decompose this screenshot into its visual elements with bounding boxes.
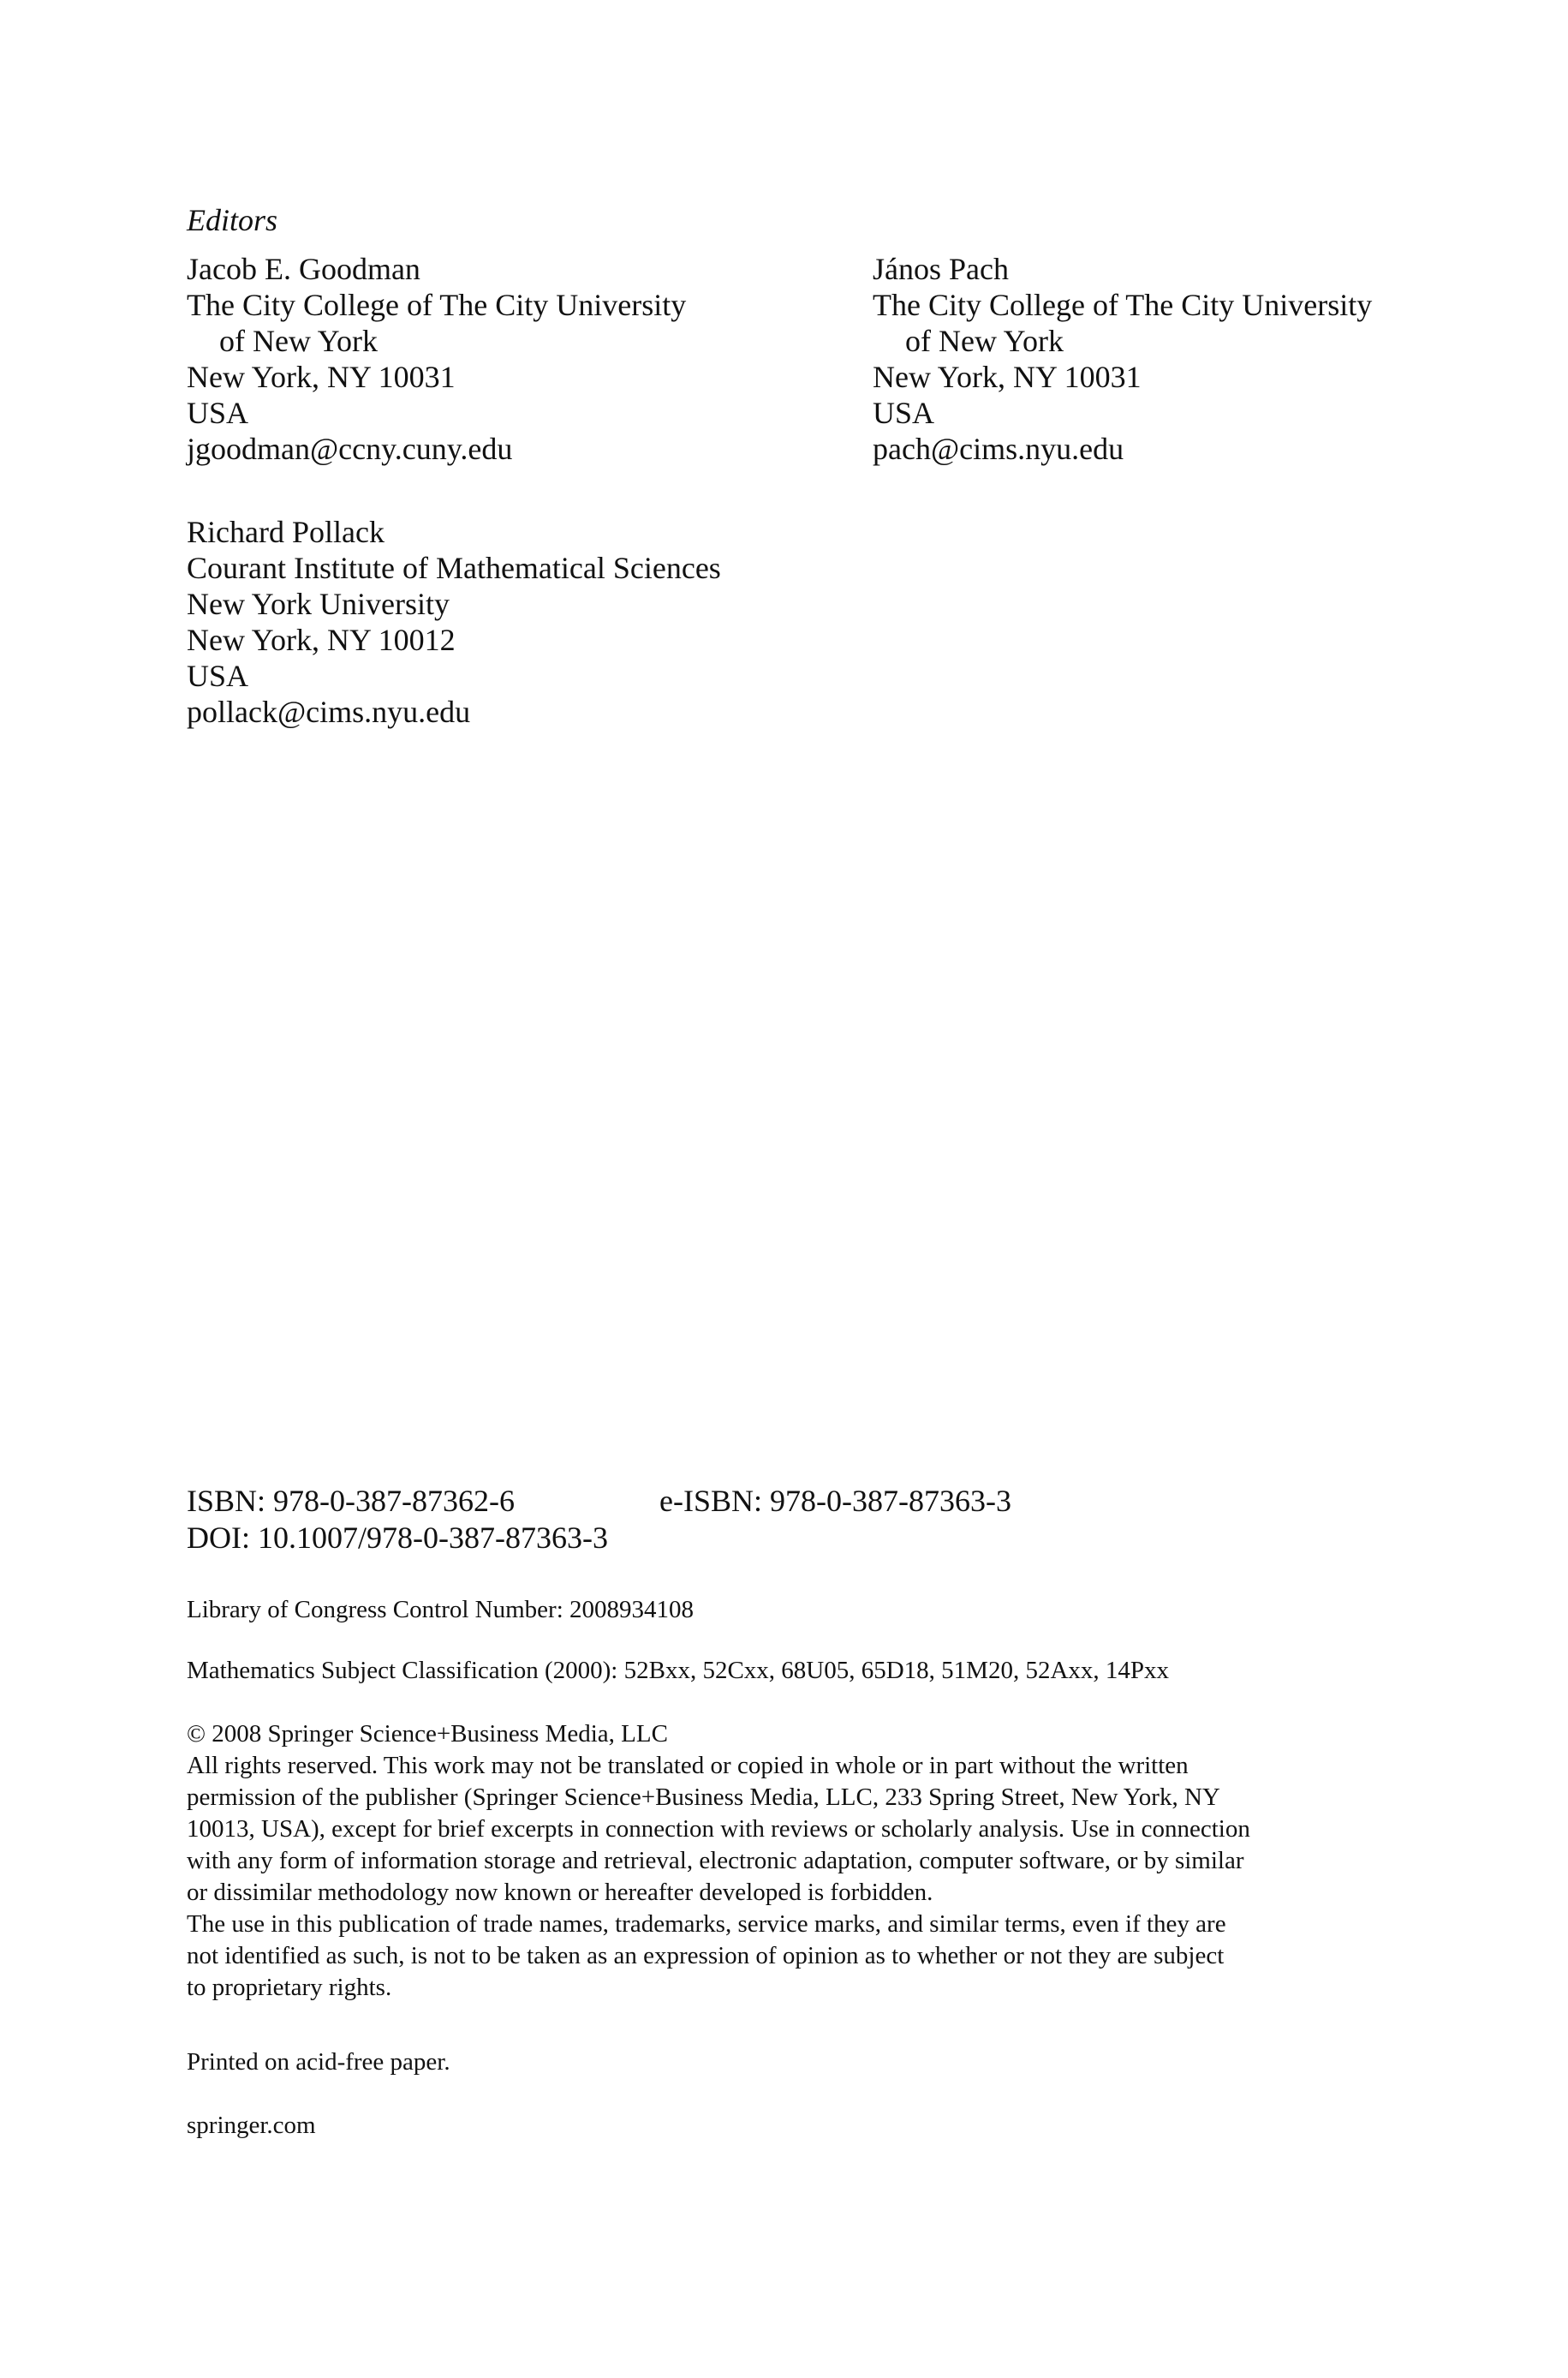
rights-line: All rights reserved. This work may not be translated or copied in whole or in part without the written [187, 1752, 1189, 1779]
isbn: ISBN: 978-0-387-87362-6 [187, 1484, 515, 1518]
editor-email[interactable]: pollack@cims.nyu.edu [187, 695, 471, 729]
editor-city: New York, NY 10031 [187, 360, 456, 394]
editor-name: János Pach [873, 252, 1009, 286]
editor-block-goodman [187, 251, 686, 467]
editor-name: Richard Pollack [187, 515, 385, 549]
lccn: Library of Congress Control Number: 2008934108 [187, 1596, 695, 1623]
trademark-line: not identified as such, is not to be taken as an expression of opinion as to whether or not they are subject [187, 1942, 1225, 1969]
editor-block-pach [873, 251, 1372, 467]
copyright-block [187, 1718, 1399, 2004]
editor-affiliation: Courant Institute of Mathematical Sciences [187, 551, 721, 585]
editor-affiliation-cont: New York University [187, 587, 450, 621]
trademark-line: to proprietary rights. [187, 1974, 392, 2001]
editor-affiliation: The City College of The City University [873, 288, 1373, 322]
website-link[interactable]: springer.com [187, 2112, 316, 2139]
editors-heading: Editors [187, 203, 278, 237]
editor-country: USA [873, 396, 935, 430]
rights-line: 10013, USA), except for brief excerpts in connection with reviews or scholarly analysis. Use in connection [187, 1815, 1250, 1843]
editor-block-pollack [187, 514, 721, 730]
printed-note: Printed on acid-free paper. [187, 2048, 450, 2076]
editor-country: USA [187, 659, 249, 693]
editor-affiliation-cont: of New York [219, 324, 379, 358]
editor-affiliation: The City College of The City University [187, 288, 687, 322]
e-isbn: e-ISBN: 978-0-387-87363-3 [659, 1484, 1011, 1518]
editor-country: USA [187, 396, 249, 430]
editor-city: New York, NY 10031 [873, 360, 1142, 394]
subject-classification: Mathematics Subject Classification (2000): 52Bxx, 52Cxx, 68U05, 65D18, 51M20, 52Axx, 14Pxx [187, 1657, 1170, 1684]
rights-line: with any form of information storage and retrieval, electronic adaptation, computer software, or by similar [187, 1847, 1244, 1874]
doi: DOI: 10.1007/978-0-387-87363-3 [187, 1521, 608, 1555]
rights-line: or dissimilar methodology now known or hereafter developed is forbidden. [187, 1879, 933, 1906]
copyright-line: © 2008 Springer Science+Business Media, LLC [187, 1720, 668, 1748]
editor-email[interactable]: jgoodman@ccny.cuny.edu [187, 432, 513, 466]
editor-city: New York, NY 10012 [187, 623, 456, 657]
editor-email[interactable]: pach@cims.nyu.edu [873, 432, 1124, 466]
editor-name: Jacob E. Goodman [187, 252, 420, 286]
rights-line: permission of the publisher (Springer Science+Business Media, LLC, 233 Spring Street, New York, NY [187, 1784, 1220, 1811]
editor-affiliation-cont: of New York [905, 324, 1064, 358]
trademark-line: The use in this publication of trade names, trademarks, service marks, and similar terms, even if they are [187, 1910, 1226, 1938]
